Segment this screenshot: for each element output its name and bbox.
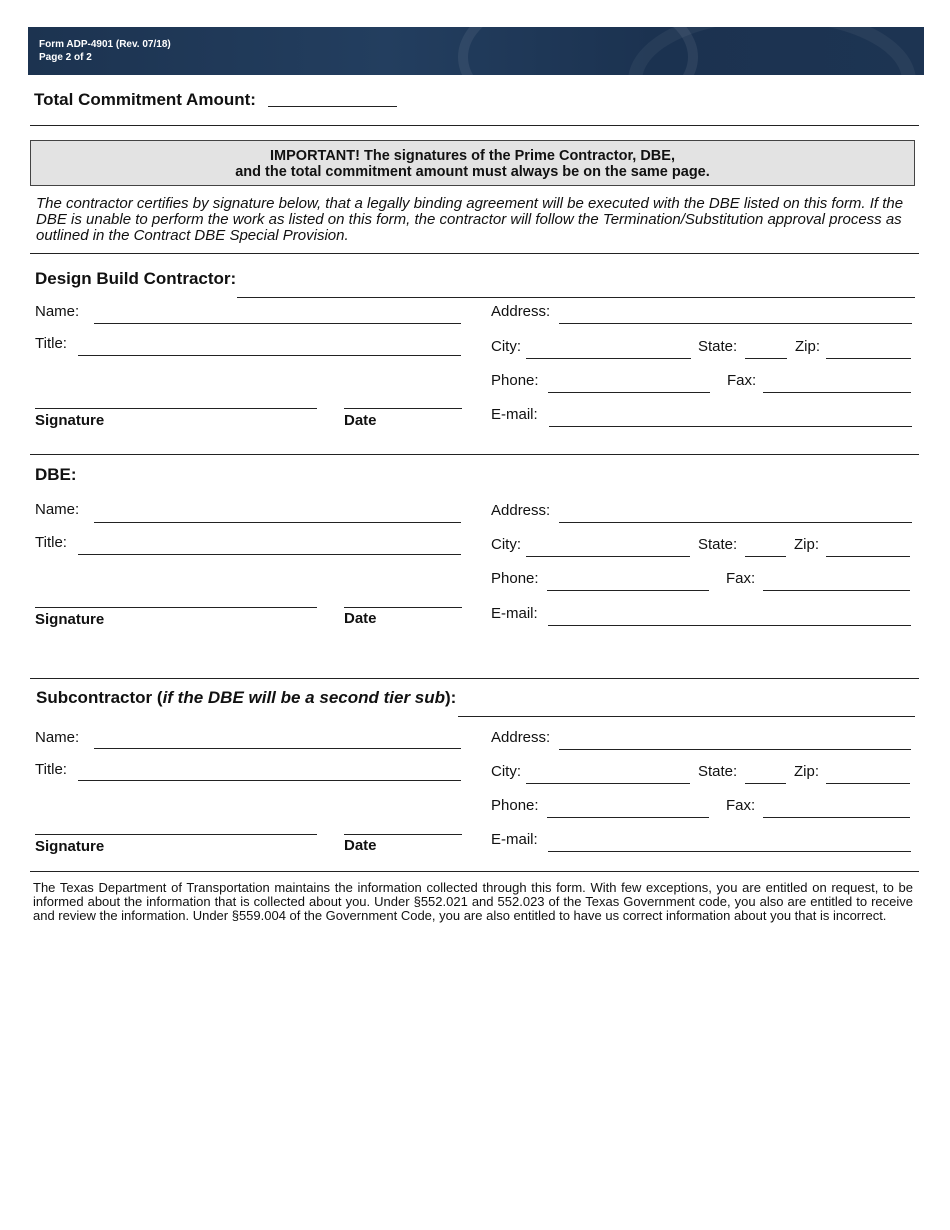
subcontractor-heading-prefix: Subcontractor (: [36, 688, 163, 707]
design-build-title-field[interactable]: [78, 355, 461, 356]
design-build-fax-field[interactable]: [763, 392, 911, 393]
form-id: Form ADP-4901 (Rev. 07/18): [39, 39, 171, 50]
zip-label: Zip:: [794, 536, 820, 553]
email-label: E-mail:: [491, 406, 538, 423]
dbe-zip-field[interactable]: [826, 556, 910, 557]
design-build-signature-field[interactable]: [35, 408, 317, 409]
subcontractor-state-field[interactable]: [745, 783, 786, 784]
divider: [30, 871, 919, 872]
design-build-city-field[interactable]: [526, 358, 691, 359]
signature-label: Signature: [35, 611, 105, 628]
design-build-name-field[interactable]: [94, 323, 461, 324]
name-label: Name:: [35, 501, 80, 518]
important-line-2: and the total commitment amount must always be on the same page.: [235, 164, 710, 180]
zip-label: Zip:: [795, 338, 821, 355]
date-label: Date: [344, 412, 377, 429]
dbe-address-field[interactable]: [559, 522, 912, 523]
address-label: Address:: [491, 502, 551, 519]
date-label: Date: [344, 837, 377, 854]
subcontractor-email-field[interactable]: [548, 851, 911, 852]
subcontractor-name-field[interactable]: [94, 748, 461, 749]
page-indicator: Page 2 of 2: [39, 52, 92, 63]
subcontractor-heading-suffix: ):: [445, 688, 457, 707]
dbe-city-field[interactable]: [526, 556, 690, 557]
subcontractor-address-field[interactable]: [559, 749, 911, 750]
dbe-fax-field[interactable]: [763, 590, 910, 591]
important-notice: [30, 140, 915, 186]
divider: [30, 125, 919, 126]
zip-label: Zip:: [794, 763, 820, 780]
address-label: Address:: [491, 303, 551, 320]
title-label: Title:: [35, 761, 67, 778]
title-label: Title:: [35, 534, 67, 551]
dbe-title-field[interactable]: [78, 554, 461, 555]
design-build-zip-field[interactable]: [826, 358, 911, 359]
dbe-date-field[interactable]: [344, 607, 462, 608]
design-build-date-field[interactable]: [344, 408, 462, 409]
subcontractor-heading: [36, 688, 456, 708]
divider: [458, 716, 915, 717]
subcontractor-title-field[interactable]: [78, 780, 461, 781]
subcontractor-signature-field[interactable]: [35, 834, 317, 835]
subcontractor-date-field[interactable]: [344, 834, 462, 835]
fax-label: Fax:: [726, 797, 756, 814]
divider: [30, 678, 919, 679]
phone-label: Phone:: [491, 570, 539, 587]
divider: [237, 297, 915, 298]
subcontractor-heading-note: if the DBE will be a second tier sub: [162, 688, 446, 707]
subcontractor-fax-field[interactable]: [763, 817, 910, 818]
signature-label: Signature: [35, 838, 105, 855]
design-build-heading: Design Build Contractor:: [35, 269, 237, 288]
title-label: Title:: [35, 335, 67, 352]
name-label: Name:: [35, 729, 80, 746]
dbe-phone-field[interactable]: [547, 590, 709, 591]
total-commitment-label: Total Commitment Amount:: [34, 90, 256, 109]
city-label: City:: [491, 536, 521, 553]
certification-text: The contractor certifies by signature below, that a legally binding agreement will be executed with the DBE listed on this form. If the DBE is unable to perform the work as listed on this form, the contractor will follow the Termination/Substitution approval process as outlined in the Contract DBE Special Provision.: [36, 195, 904, 244]
email-label: E-mail:: [491, 831, 538, 848]
banner-decoration: [628, 27, 916, 75]
subcontractor-phone-field[interactable]: [547, 817, 709, 818]
state-label: State:: [698, 763, 738, 780]
city-label: City:: [491, 338, 521, 355]
divider: [30, 454, 919, 455]
dbe-state-field[interactable]: [745, 556, 786, 557]
total-commitment-field[interactable]: [268, 106, 397, 107]
subcontractor-zip-field[interactable]: [826, 783, 910, 784]
fax-label: Fax:: [726, 570, 756, 587]
dbe-name-field[interactable]: [94, 522, 461, 523]
signature-label: Signature: [35, 412, 105, 429]
dbe-email-field[interactable]: [548, 625, 911, 626]
address-label: Address:: [491, 729, 551, 746]
design-build-state-field[interactable]: [745, 358, 787, 359]
phone-label: Phone:: [491, 797, 539, 814]
dbe-heading: DBE:: [35, 465, 77, 484]
dbe-signature-field[interactable]: [35, 607, 317, 608]
design-build-email-field[interactable]: [549, 426, 912, 427]
divider: [30, 253, 919, 254]
phone-label: Phone:: [491, 372, 539, 389]
state-label: State:: [698, 338, 738, 355]
date-label: Date: [344, 610, 377, 627]
design-build-address-field[interactable]: [559, 323, 912, 324]
name-label: Name:: [35, 303, 80, 320]
subcontractor-city-field[interactable]: [526, 783, 690, 784]
design-build-phone-field[interactable]: [548, 392, 710, 393]
fax-label: Fax:: [727, 372, 757, 389]
email-label: E-mail:: [491, 605, 538, 622]
city-label: City:: [491, 763, 521, 780]
state-label: State:: [698, 536, 738, 553]
privacy-notice: The Texas Department of Transportation maintains the information collected through this form. With few exceptions, you are entitled on request, to be informed about the information that is collected about you. Under §552.021 and 552.023 of the Texas Government code, you also are entitled to receive and review the information. Under §559.004 of the Government Code, you are also entitled to have us correct information about you that is incorrect.: [33, 880, 913, 923]
form-header-banner: [28, 27, 924, 75]
important-line-1: IMPORTANT! The signatures of the Prime Contractor, DBE,: [270, 148, 675, 164]
